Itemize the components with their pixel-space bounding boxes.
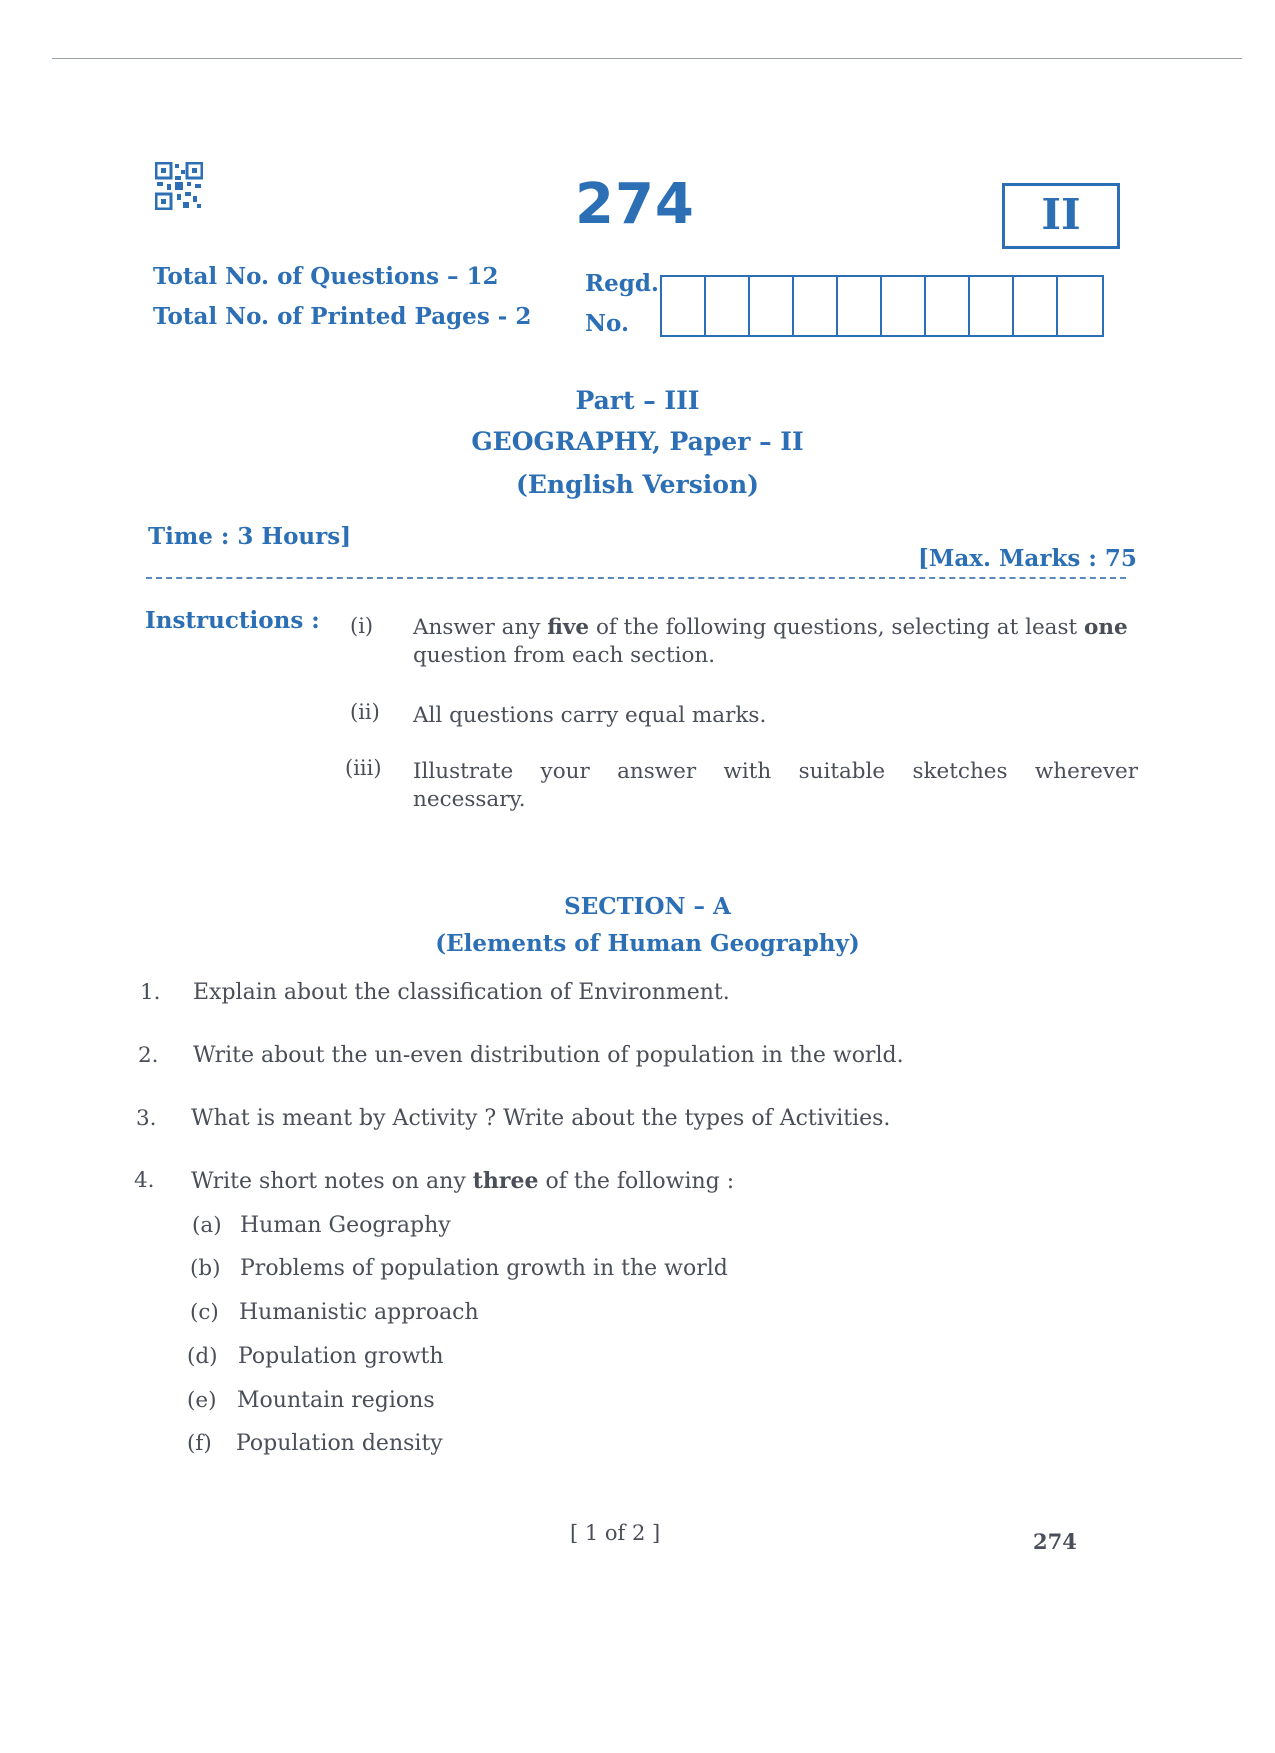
version-title: (English Version) <box>516 470 759 499</box>
sub-item-letter: (a) <box>192 1213 222 1238</box>
time-label: Time : 3 Hours] <box>148 523 352 550</box>
sub-item-text: Population density <box>236 1431 443 1456</box>
header-divider <box>146 577 1126 579</box>
instruction-number: (iii) <box>345 756 382 780</box>
sub-item-text: Mountain regions <box>237 1388 435 1413</box>
question-number: 4. <box>134 1168 155 1193</box>
sub-item-text: Problems of population growth in the world <box>240 1256 728 1281</box>
regd-number-boxes[interactable] <box>660 275 1104 337</box>
regd-digit-box[interactable] <box>882 277 926 335</box>
sub-item-letter: (b) <box>190 1256 221 1281</box>
question-text: What is meant by Activity ? Write about the types of Activities. <box>191 1106 891 1131</box>
regd-digit-box[interactable] <box>706 277 750 335</box>
paper-code: 274 <box>575 172 695 237</box>
sub-item-letter: (f) <box>187 1431 212 1456</box>
question-number: 1. <box>140 980 161 1005</box>
regd-no-label: No. <box>585 310 629 337</box>
instruction-number: (i) <box>350 614 374 638</box>
regd-label: Regd. <box>585 270 659 297</box>
sub-item-letter: (d) <box>187 1344 218 1369</box>
instruction-text: Illustrate your answer with suitable sketches wherever necessary. <box>413 759 1138 812</box>
top-rule <box>52 58 1242 59</box>
sub-item-text: Human Geography <box>240 1213 451 1238</box>
regd-digit-box[interactable] <box>926 277 970 335</box>
regd-digit-box[interactable] <box>1058 277 1102 335</box>
regd-digit-box[interactable] <box>1014 277 1058 335</box>
sub-item-text: Population growth <box>238 1344 444 1369</box>
instruction-number: (ii) <box>350 700 380 724</box>
total-pages: Total No. of Printed Pages - 2 <box>153 303 532 330</box>
question-text: Write short notes on any three of the following : <box>191 1168 735 1194</box>
question-text: Write about the un-even distribution of population in the world. <box>193 1043 904 1068</box>
question-text: Explain about the classification of Environment. <box>193 980 730 1005</box>
question-number: 3. <box>136 1106 157 1131</box>
regd-digit-box[interactable] <box>662 277 706 335</box>
total-questions: Total No. of Questions – 12 <box>153 263 499 290</box>
qr-code-icon <box>155 162 203 210</box>
question-number: 2. <box>138 1043 159 1068</box>
subject-title: GEOGRAPHY, Paper – II <box>471 427 804 456</box>
footer-code: 274 <box>1033 1529 1077 1554</box>
set-label: II <box>1002 183 1120 249</box>
max-marks-label: [Max. Marks : 75 <box>918 545 1137 572</box>
page-number: [ 1 of 2 ] <box>570 1521 661 1545</box>
instructions-label: Instructions : <box>145 607 320 634</box>
section-subheading: (Elements of Human Geography) <box>435 930 860 957</box>
part-title: Part – III <box>575 386 700 415</box>
sub-item-text: Humanistic approach <box>239 1300 479 1325</box>
instruction-text: All questions carry equal marks. <box>413 703 767 728</box>
regd-digit-box[interactable] <box>750 277 794 335</box>
sub-item-letter: (c) <box>190 1300 219 1325</box>
regd-digit-box[interactable] <box>794 277 838 335</box>
sub-item-letter: (e) <box>187 1388 217 1413</box>
instruction-text: Answer any five of the following questions, selecting at least one question from each section. <box>413 615 1128 668</box>
section-heading: SECTION – A <box>564 893 731 920</box>
regd-digit-box[interactable] <box>970 277 1014 335</box>
regd-digit-box[interactable] <box>838 277 882 335</box>
